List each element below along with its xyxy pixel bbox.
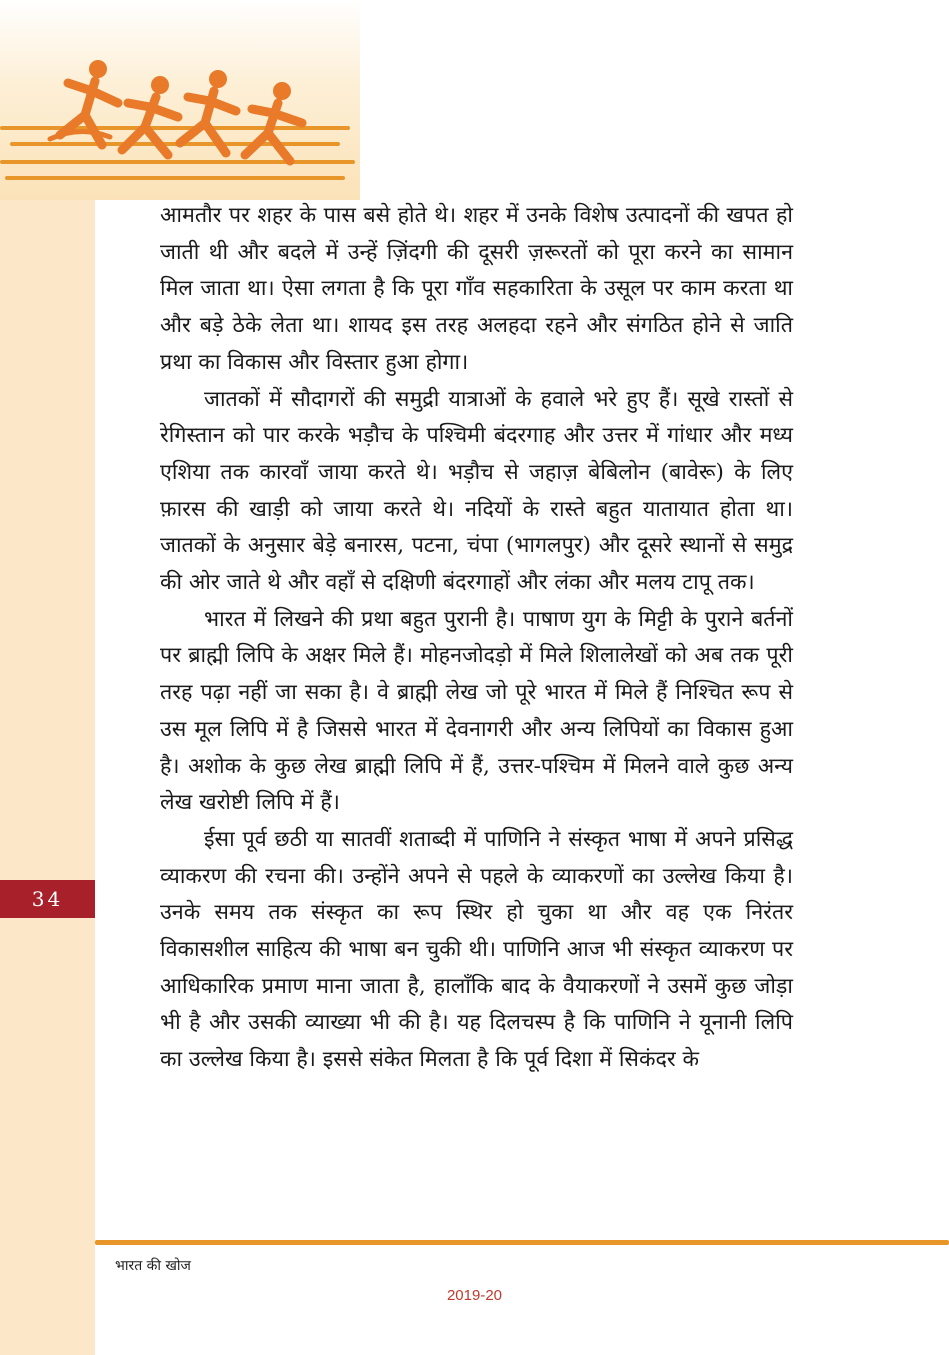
edition-year: 2019-20 bbox=[446, 1287, 503, 1304]
paragraph: ईसा पूर्व छठी या सातवीं शताब्दी में पाणिनि ने संस्कृत भाषा में अपने प्रसिद्ध व्याकरण की रचना की। उन्होंने अपने से पहले के व्याकरणों का उल्लेख किया है। उनके समय तक संस्कृत का रूप स्थिर हो चुका था और वह एक निरंतर विकासशील साहित्य की भाषा बन चुकी थी। पाणिनि आज भी संस्कृत व्याकरण पर आधिकारिक प्रमाण माना जाता है, हालाँकि बाद के वैयाकरणों ने उसमें कुछ जोड़ा भी है और उसकी व्याख्या भी की है। यह दिलचस्प है कि पाणिनि ने यूनानी लिपि का उल्लेख किया है। इससे संकेत मिलता है कि पूर्व दिशा में सिकंदर के bbox=[160, 826, 793, 1073]
body-text bbox=[160, 198, 793, 1079]
running-figures-icon bbox=[40, 55, 330, 170]
paragraph: आमतौर पर शहर के पास बसे होते थे। शहर में उनके विशेष उत्पादनों की खपत हो जाती थी और बदले में उन्हें ज़िंदगी की दूसरी ज़रूरतों को पूरा करने का सामान मिल जाता था। ऐसा लगता है कि पूरा गाँव सहकारिता के उसूल पर काम करता था और बड़े ठेके लेता था। शायद इस तरह अलहदा रहने और संगठित होने से जाति प्रथा का विकास और विस्तार हुआ होगा। bbox=[160, 203, 793, 375]
left-margin-strip bbox=[0, 0, 95, 1355]
book-title: भारत की खोज bbox=[115, 1258, 191, 1274]
page-number: 34 bbox=[0, 880, 95, 918]
paragraph: जातकों में सौदागरों की समुद्री यात्राओं के हवाले भरे हुए हैं। सूखे रास्तों से रेगिस्तान को पार करके भड़ौच के पश्चिमी बंदरगाह और उत्तर में गांधार और मध्य एशिया तक कारवाँ जाया करते थे। भड़ौच से जहाज़ बेबिलोन (बावेरू) के लिए फ़ारस की खाड़ी को जाया करते थे। नदियों के रास्ते बहुत यातायात होता था। जातकों के अनुसार बेड़े बनारस, पटना, चंपा (भागलपुर) और दूसरे स्थानों से समुद्र की ओर जाते थे और वहाँ से दक्षिणी बंदरगाहों और लंका और मलय टापू तक। bbox=[160, 386, 793, 596]
paragraph: भारत में लिखने की प्रथा बहुत पुरानी है। पाषाण युग के मिट्टी के पुराने बर्तनों पर ब्राह्मी लिपि के अक्षर मिले हैं। मोहनजोदड़ो में मिले शिलालेखों को अब तक पूरी तरह पढ़ा नहीं जा सका है। वे ब्राह्मी लेख जो पूरे भारत में मिले हैं निश्चित रूप से उस मूल लिपि में है जिससे भारत में देवनागरी और अन्य लिपियों का विकास हुआ है। अशोक के कुछ लेख ब्राह्मी लिपि में हैं, उत्तर-पश्चिम में मिलने वाले कुछ अन्य लेख खरोष्टी लिपि में हैं। bbox=[160, 606, 793, 816]
footer-divider bbox=[95, 1240, 949, 1245]
chapter-header-decoration bbox=[0, 0, 360, 200]
